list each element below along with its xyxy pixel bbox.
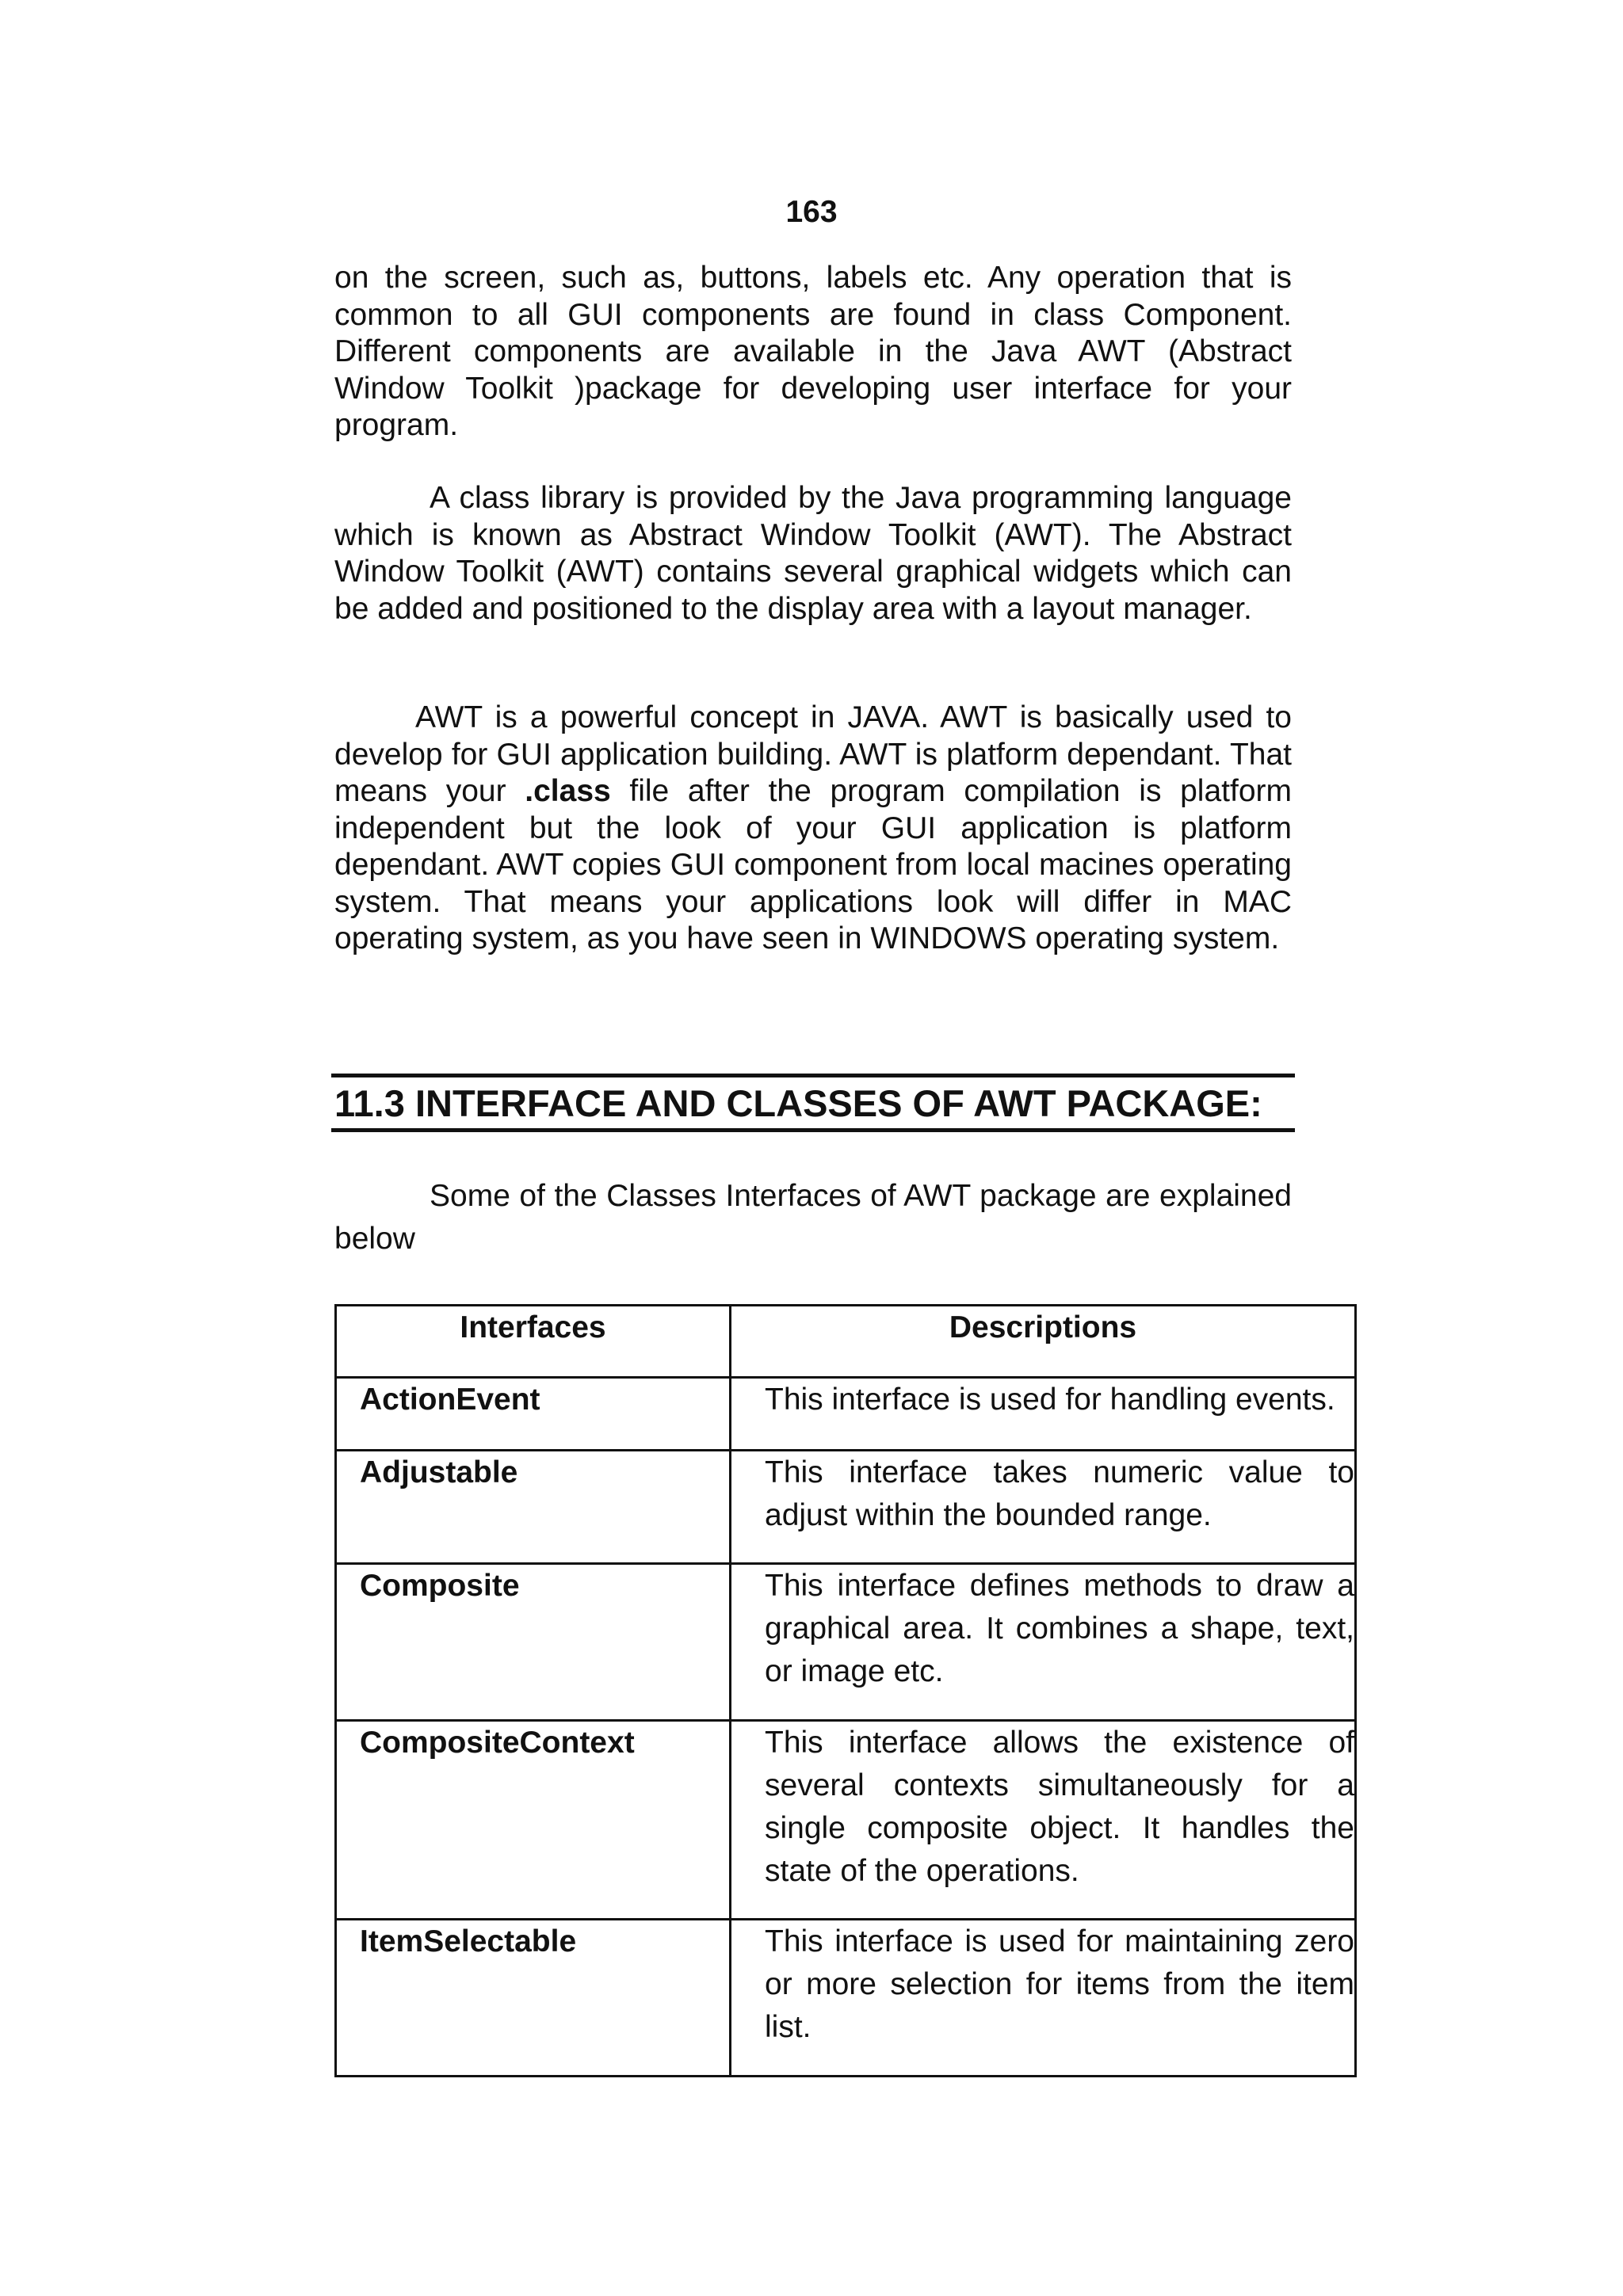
table-header-row	[336, 1306, 1356, 1378]
paragraph-1	[334, 260, 1292, 444]
table-cell-interface: CompositeContext	[336, 1721, 731, 1920]
section-intro	[334, 1175, 1292, 1261]
table-cell-description: This interface defines methods to draw a graphical area. It combines a shape, text, or image etc.	[731, 1564, 1356, 1721]
table-row	[336, 1721, 1356, 1920]
table-header-descriptions: Descriptions	[731, 1306, 1356, 1378]
paragraph-3-part-1: AWT is a powerful concept in JAVA. AWT is basically used to develop for GUI application building. AWT is platform dependant. That means your	[334, 700, 1292, 808]
paragraph-2-body: A class library is provided by the Java programming language which is known as Abstract Window Toolkit (AWT). The Abstract Window Toolkit (AWT) contains several graphical widgets which can be added and positioned to the display area with a layout manager.	[334, 481, 1292, 626]
table-cell-interface: ActionEvent	[336, 1378, 731, 1451]
table-cell-description: This interface allows the existence of several contexts simultaneously for a single composite object. It handles the state of the operations.	[731, 1721, 1356, 1920]
table-cell-interface: Adjustable	[336, 1451, 731, 1564]
section-intro-text: Some of the Classes Interfaces of AWT package are explained below	[334, 1179, 1292, 1256]
table-cell-description: This interface takes numeric value to adjust within the bounded range.	[731, 1451, 1356, 1564]
paragraph-3	[334, 700, 1292, 958]
section-heading: 11.3 INTERFACE AND CLASSES OF AWT PACKAGE:	[331, 1074, 1295, 1132]
table-row	[336, 1564, 1356, 1721]
paragraph-3-part-2: file after the program compilation is platform independent but the look of your GUI application is platform dependant. AWT copies GUI component from local macines operating system. That means your applications look will differ in MAC operating system, as you have seen in WINDOWS operating system.	[334, 774, 1292, 955]
paragraph-3-text	[334, 700, 1292, 958]
table-cell-description: This interface is used for maintaining zero or more selection for items from the item list.	[731, 1920, 1356, 2077]
paragraph-2	[334, 480, 1292, 627]
page-number: 163	[785, 195, 838, 229]
paragraph-1-text: on the screen, such as, buttons, labels etc. Any operation that is common to all GUI components are found in class Component. Different components are available in the Java AWT (Abstract Window Toolkit )package for developing user interface for your program.	[334, 261, 1292, 442]
table-row	[336, 1920, 1356, 2077]
interfaces-table	[334, 1304, 1357, 2077]
table-cell-description: This interface is used for handling events.	[731, 1378, 1356, 1451]
table-row	[336, 1451, 1356, 1564]
table-row	[336, 1378, 1356, 1451]
paragraph-2-text	[334, 480, 1292, 627]
table-header-interfaces: Interfaces	[336, 1306, 731, 1378]
paragraph-3-bold-class: .class	[525, 774, 611, 808]
table-cell-interface: Composite	[336, 1564, 731, 1721]
table-cell-interface: ItemSelectable	[336, 1920, 731, 2077]
